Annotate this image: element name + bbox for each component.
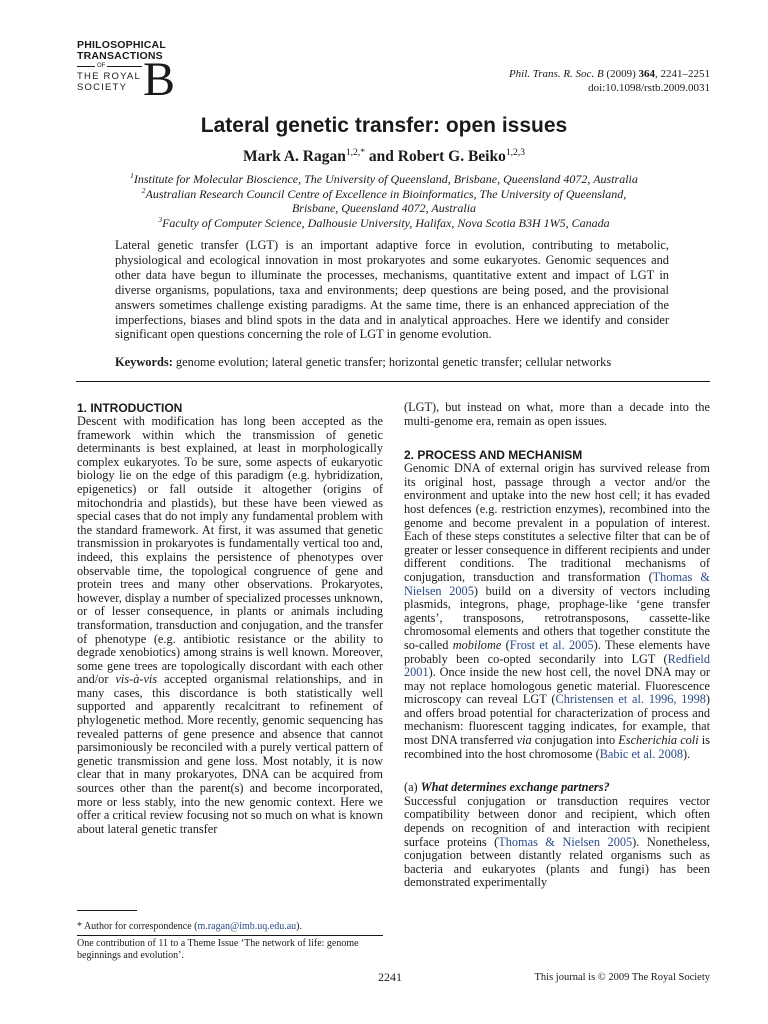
logo-line-1: PHILOSOPHICAL — [77, 39, 166, 51]
citation-pages: , 2241–2251 — [655, 68, 710, 80]
authors — [0, 148, 768, 166]
keywords-label: Keywords: — [115, 355, 173, 369]
intro-continuation: (LGT), but instead on what, more than a decade into the multi-genome era, remain as open issues. — [404, 400, 710, 428]
affiliation-2-cont: Brisbane, Queensland 4072, Australia — [291, 201, 477, 215]
citation-link[interactable]: Frost et al. 2005 — [509, 637, 594, 652]
author-1: Mark A. Ragan — [242, 148, 346, 165]
partners-paragraph: Successful conjugation or transduction requires vector compatibility between donor and recipient, which often depends on recognition of and interaction with recipient surface proteins (Thomas & Nielsen 2005). Nonetheless, conjugation between distantly related organisms such as bacteria and eukaryotes (plants and fungi) has been demonstrated experimentally — [404, 793, 711, 890]
right-column — [404, 401, 710, 890]
logo-line-2: TRANSACTIONS — [77, 50, 163, 62]
paper-title: Lateral genetic transfer: open issues — [200, 114, 568, 137]
section-heading-introduction: 1. INTRODUCTION — [77, 401, 183, 415]
correspondence-footnote: * Author for correspondence (m.ragan@imb.uq.edu.au). — [77, 921, 302, 932]
author-2: Robert G. Beiko — [397, 148, 506, 165]
citation — [410, 67, 710, 95]
page-number: 2241 — [378, 970, 402, 984]
logo-line-3: OF — [97, 63, 106, 69]
citation-link[interactable]: Babic et al. 2008 — [599, 746, 684, 761]
citation-volume: 364 — [638, 68, 655, 80]
keywords — [115, 355, 669, 370]
citation-journal: Phil. Trans. R. Soc. B — [508, 68, 604, 80]
authors-and: and — [365, 148, 398, 165]
intro-paragraph: Descent with modification has long been accepted as the framework within which the transmission of genetic determinants is best explained, at least in morphologically complex eukaryotes. To be sure, some aspects of eukaryotic biology lie on the edge of this paradigm (e.g. hybridization, epigenetics) or fall outside it altogether (origins of mitochondria and plastids), but these have been viewed as special cases that do not imply any fundamental problem with the standard framework. At first, it was assumed that genetic transmission in prokaryotes is fundamentally vertical too and, indeed, this explains the persistence of phenotypes over observable time, the topological congruence of gene and protein trees and many other observations. Prokaryotes, however, display a number of specialized processes unknown, or of lesser consequence, in plants or animals including transformation, transduction and conjugation, and the transfer of phenotype (e.g. antibiotic resistance or the ability to degrade xenobiotics) among strains is well known. Moreover, some gene trees are topologically discordant with each other and/or vis-à-vis accepted organismal relationships, and in many cases, this discordance is both statistically well supported and apparently recalcitrant to refinement of phylogenetic method. More recently, genomic sequencing has revealed patterns of gene presence and absence that cannot parsimoniously be reconciled with a purely vertical pattern of genetic transmission and gene loss. Most notably, it is now clear that in many prokaryotes, DNA can be acquired from sources other than the parent(s) and become incorporated, more or less stably, into the new genomic context. Here we offer a critical review focusing not so much on what is known about lateral genetic transfer — [77, 414, 383, 836]
copyright-note: This journal is © 2009 The Royal Society — [534, 972, 710, 983]
citation-doi[interactable]: doi:10.1098/rstb.2009.0031 — [588, 82, 710, 94]
theme-footnote: One contribution of 11 to a Theme Issue ‘The network of life: genome beginnings and evolution’. — [77, 938, 359, 961]
footnote-rule — [77, 910, 137, 911]
affiliations — [100, 172, 668, 230]
logo-letter: B — [143, 53, 176, 106]
logo-rule — [77, 66, 142, 67]
author-1-sup: 1,2,* — [345, 146, 366, 158]
left-column — [77, 401, 383, 836]
email-link[interactable]: m.ragan@imb.uq.edu.au — [197, 921, 297, 932]
abstract: Lateral genetic transfer (LGT) is an important adaptive force in evolution, contributing to metabolic, physiological and ecological innovation in most prokaryotes and some eukaryotes. Genomic sequences and other data have begun to illuminate the processes, mechanisms, quantitative extent and impact of LGT in diverse organisms, populations, taxa and environments; deep questions are being posed, and the provisional answers sometimes challenge existing paradigms. At the same time, there is an enhanced appreciation of the imperfections, biases and blind spots in the data and in analytical approaches. Here we identify and consider significant open questions concerning the role of LGT in genome evolution. — [115, 238, 669, 342]
affiliation-3: $^3$Faculty of Computer Science, Dalhousie University, Halifax, Nova Scotia B3H 1W5, Canada — [158, 214, 610, 230]
logo-line-4: THE ROYAL — [77, 71, 141, 82]
author-2-sup: 1,2,3 — [505, 146, 526, 158]
header-divider — [76, 381, 710, 382]
affiliation-2: $^2$Australian Research Council Centre of Excellence in Bioinformatics, The University of Queensland, — [141, 185, 627, 201]
section-heading-process: 2. PROCESS AND MECHANISM — [404, 448, 583, 463]
affiliation-1: $^1$Institute for Molecular Bioscience, The University of Queensland, Brisbane, Queensland 4072, Australia — [130, 171, 638, 186]
citation-year: (2009) — [606, 68, 636, 80]
process-paragraph: Genomic DNA of external origin has survived release from its original host, passage through a vector and/or the environment and uptake into the new host cell; it has evaded host defences (e.g. restriction enzymes), recombined into the genome and become prevalent in a population of interest. Each of these steps constitutes a selective filter that can be of greater or lesser consequence in different recipients and under different conditions. The traditional mechanisms of conjugation, transduction and transformation (Thomas & Nielsen 2005) build on a diversity of vectors including plasmids, integrons, phage, prophage-like ‘gene transfer agents’, transposons, retrotransposons, cassette-like chromosomal elements and others that together constitute the so-called mobilome (Frost et al. 2005). These elements have probably been co-opted secondarily into LGT (Redfield 2001). Once inside the new host cell, the novel DNA may or may not replace homologous genetic material. Fluorescence microscopy can reveal LGT (Christensen et al. 1996, 1998) and offers broad potential for characterization of process and mechanism: fluorescent tagging indicates, for example, that most DNA transferred via conjugation into Escherichia coli is recombined into the host chromosome (Babic et al. 2008). — [404, 461, 710, 761]
citation-link[interactable]: Thomas & Nielsen 2005 — [498, 834, 633, 849]
journal-logo — [77, 39, 187, 106]
citation-link[interactable]: Christensen et al. 1996, 1998 — [555, 692, 706, 707]
keywords-text: genome evolution; lateral genetic transfer; horizontal genetic transfer; cellular networks — [172, 355, 612, 369]
subsection-heading: (a) What determines exchange partners? — [404, 780, 610, 795]
logo-line-5: SOCIETY — [77, 82, 128, 93]
citation-link[interactable]: Thomas & Nielsen 2005 — [404, 569, 710, 598]
citation-link[interactable]: Redfield 2001 — [404, 651, 710, 680]
footnote-rule-2 — [77, 935, 383, 936]
